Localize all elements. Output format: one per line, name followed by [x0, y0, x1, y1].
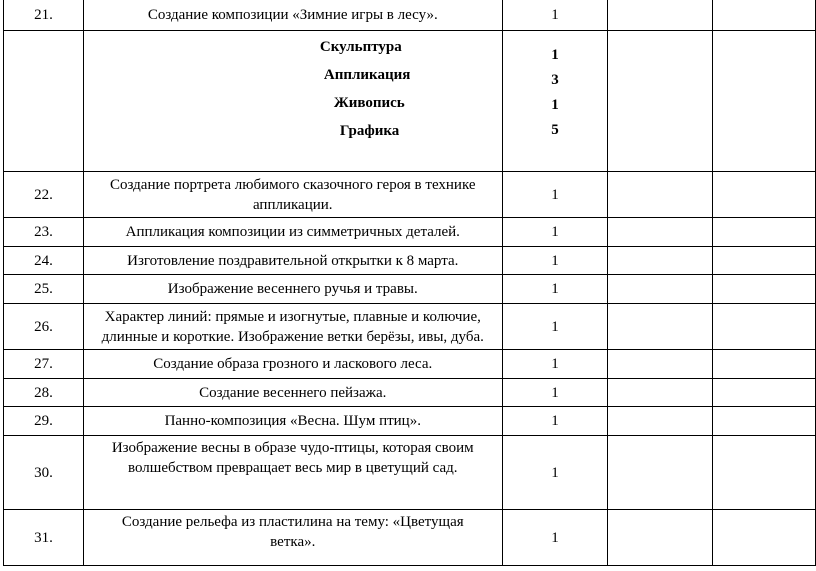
date-planned-cell [608, 510, 713, 566]
lesson-number: 28. [4, 379, 84, 407]
technique-applique: Аппликация [323, 67, 411, 83]
lesson-topic: Панно-композиция «Весна. Шум птиц». [83, 407, 502, 436]
lesson-plan-table [3, 0, 816, 566]
lesson-topic: Создание портрета любимого сказочного героя в технике аппликации. [83, 172, 502, 218]
date-planned-cell [608, 247, 713, 275]
lesson-number: 25. [4, 275, 84, 304]
date-planned-cell [608, 0, 713, 31]
table-row [4, 304, 816, 350]
lesson-topic: Создание весеннего пейзажа. [83, 379, 502, 407]
date-actual-cell [713, 436, 816, 510]
technique-sculpture: Скульптура [319, 39, 402, 55]
lesson-topic: Изображение весны в образе чудо-птицы, которая своим волшебством превращает весь мир в цветущий сад. [83, 436, 502, 510]
table-row [4, 218, 816, 247]
date-actual-cell [713, 350, 816, 379]
lesson-hours: 1 [502, 304, 608, 350]
table-row [4, 247, 816, 275]
lesson-number: 21. [4, 0, 84, 31]
lesson-topic: Создание рельефа из пластилина на тему: «Цветущая ветка». [83, 510, 502, 566]
lesson-number: 26. [4, 304, 84, 350]
date-actual-cell [713, 275, 816, 304]
technique-graphics: Графика [339, 123, 400, 139]
lesson-hours: 1 [502, 0, 608, 31]
technique-painting: Живопись [333, 95, 405, 111]
date-actual-cell [713, 407, 816, 436]
table-row [4, 436, 816, 510]
date-actual-cell [713, 31, 816, 172]
lesson-number: 24. [4, 247, 84, 275]
date-actual-cell [713, 0, 816, 31]
lesson-number: 27. [4, 350, 84, 379]
table-row [4, 510, 816, 566]
hours-graphics: 5 [551, 122, 559, 138]
table-row [4, 407, 816, 436]
date-actual-cell [713, 510, 816, 566]
table-row [4, 172, 816, 218]
technique-hours [502, 31, 608, 172]
date-planned-cell [608, 31, 713, 172]
date-actual-cell [713, 304, 816, 350]
date-actual-cell [713, 379, 816, 407]
date-planned-cell [608, 379, 713, 407]
lesson-hours: 1 [502, 275, 608, 304]
table-row [4, 31, 816, 172]
lesson-hours: 1 [502, 218, 608, 247]
lesson-number [4, 31, 84, 172]
date-planned-cell [608, 172, 713, 218]
hours-applique: 3 [551, 72, 559, 88]
lesson-topic: Характер линий: прямые и изогнутые, плавные и колючие, длинные и короткие. Изображение ветки берёзы, ивы, дуба. [83, 304, 502, 350]
lesson-hours: 1 [502, 172, 608, 218]
date-planned-cell [608, 350, 713, 379]
lesson-hours: 1 [502, 436, 608, 510]
lesson-topic: Изображение весеннего ручья и травы. [83, 275, 502, 304]
technique-list [83, 31, 502, 172]
date-planned-cell [608, 304, 713, 350]
lesson-number: 29. [4, 407, 84, 436]
table-row [4, 0, 816, 31]
lesson-topic: Аппликация композиции из симметричных деталей. [83, 218, 502, 247]
lesson-number: 22. [4, 172, 84, 218]
date-actual-cell [713, 247, 816, 275]
lesson-hours: 1 [502, 510, 608, 566]
date-actual-cell [713, 172, 816, 218]
table-row [4, 350, 816, 379]
date-planned-cell [608, 436, 713, 510]
lesson-hours: 1 [502, 247, 608, 275]
hours-sculpture: 1 [551, 47, 559, 63]
hours-painting: 1 [551, 97, 559, 113]
lesson-hours: 1 [502, 407, 608, 436]
date-planned-cell [608, 275, 713, 304]
lesson-hours: 1 [502, 350, 608, 379]
date-actual-cell [713, 218, 816, 247]
date-planned-cell [608, 218, 713, 247]
table-row [4, 379, 816, 407]
date-planned-cell [608, 407, 713, 436]
lesson-topic: Создание композиции «Зимние игры в лесу». [83, 0, 502, 31]
lesson-topic: Изготовление поздравительной открытки к 8 марта. [83, 247, 502, 275]
lesson-number: 30. [4, 436, 84, 510]
lesson-number: 31. [4, 510, 84, 566]
lesson-hours: 1 [502, 379, 608, 407]
lesson-number: 23. [4, 218, 84, 247]
lesson-topic: Создание образа грозного и ласкового леса. [83, 350, 502, 379]
table-row [4, 275, 816, 304]
